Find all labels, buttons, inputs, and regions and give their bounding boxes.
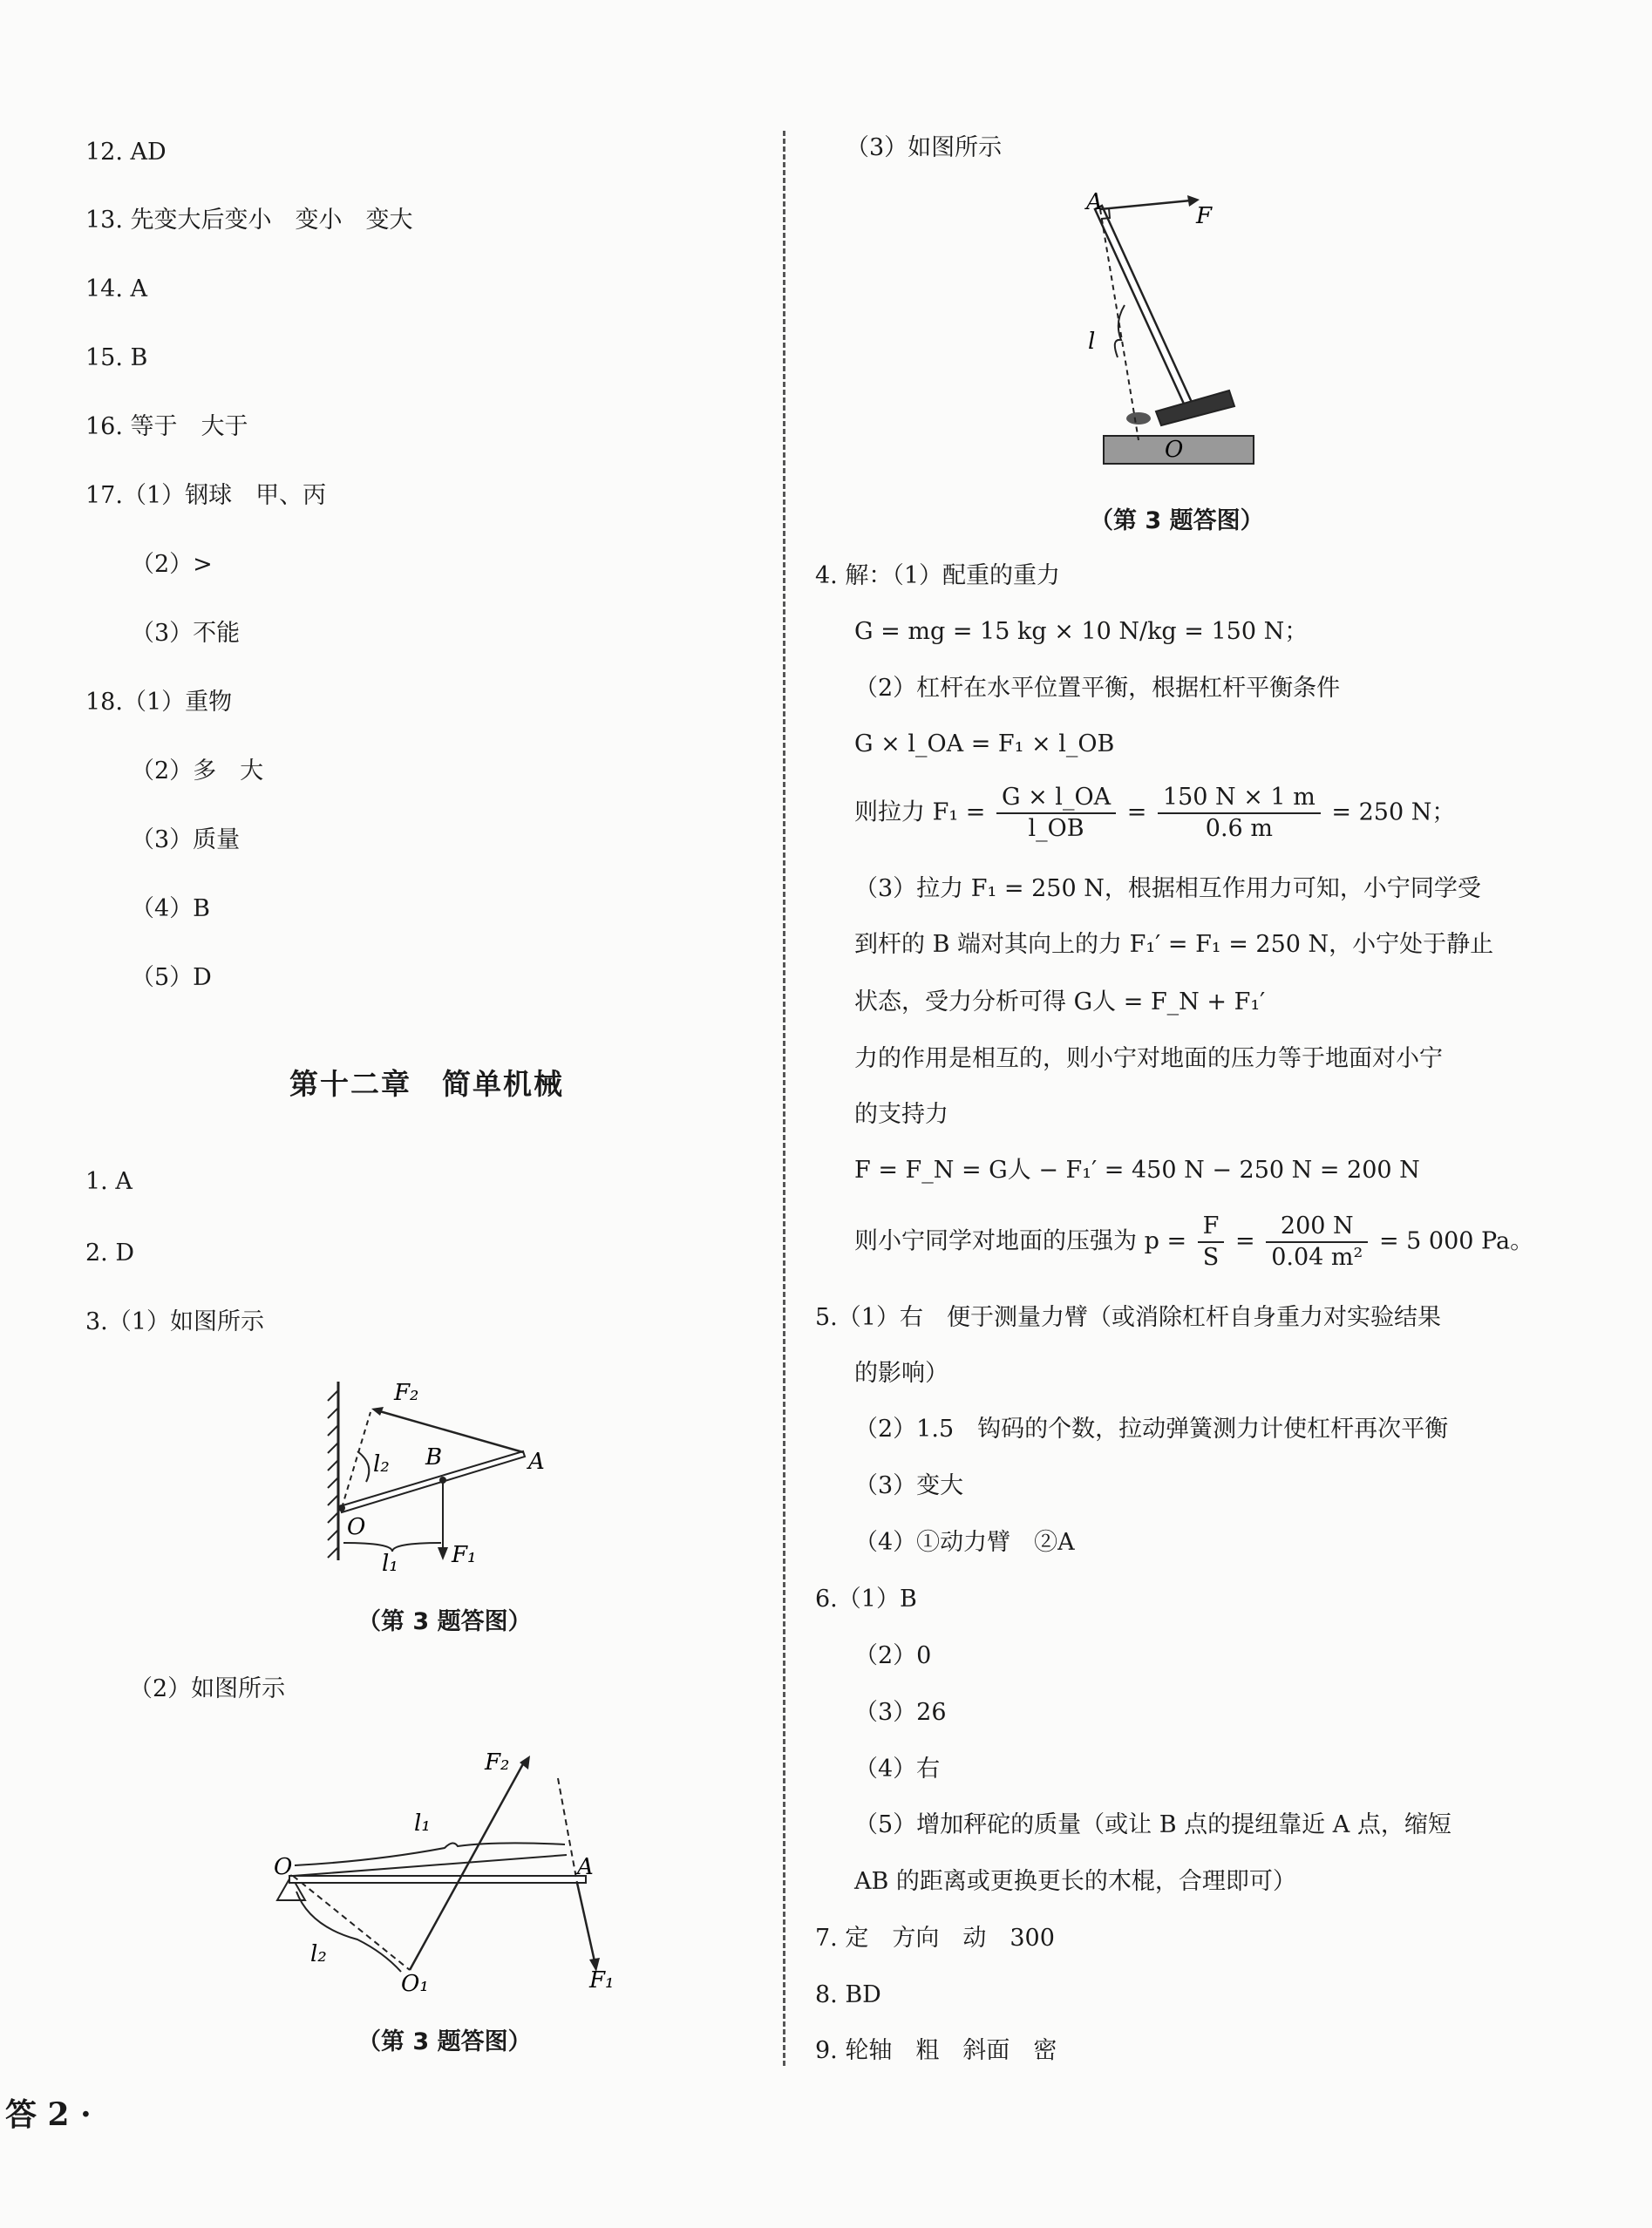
fraction-4 xyxy=(1266,1212,1368,1273)
answer-4-line10: F = F_N = G人 − F₁′ = 450 N − 250 N = 200 N xyxy=(854,1157,1420,1184)
answer-12: 12. AD xyxy=(85,139,167,166)
column-divider xyxy=(783,131,785,2066)
answer-4-line4 xyxy=(854,783,1455,844)
fraction-numerator: 150 N × 1 m xyxy=(1158,783,1321,814)
answer-6-3: （3）26 xyxy=(854,1699,947,1726)
figure-hammer xyxy=(1072,183,1281,479)
answer-18-4: （4）B xyxy=(131,895,211,922)
answer-5-2: （2）1.5 钩码的个数，拉动弹簧测力计使杠杆再次平衡 xyxy=(854,1416,1449,1443)
answer-4-line3: G × l_OA = F₁ × l_OB xyxy=(854,730,1115,757)
answer-4-line1: G = mg = 15 kg × 10 N/kg = 150 N； xyxy=(854,618,1309,645)
answer-6-1: 6.（1）B xyxy=(815,1586,917,1613)
f2-label-A: A xyxy=(577,1854,594,1880)
answer-17-3: （3）不能 xyxy=(131,620,241,647)
f2-label-F1: F₁ xyxy=(589,1967,615,1994)
f1-label-l1: l₁ xyxy=(382,1551,398,1577)
f2-label-O: O xyxy=(274,1854,293,1880)
answer-9: 9. 轮轴 粗 斜面 密 xyxy=(815,2037,1057,2064)
page-number: 答 2 · xyxy=(5,2096,92,2133)
chapter-title: 第十二章 简单机械 xyxy=(289,1067,564,1101)
answer-5-4: （4）①动力臂 ②A xyxy=(854,1529,1075,1556)
formula-prefix: 则小宁同学对地面的压强为 p = xyxy=(854,1227,1187,1255)
answer-3-1: 3.（1）如图所示 xyxy=(85,1308,264,1335)
f3-label-l: l xyxy=(1088,329,1096,355)
fraction-3 xyxy=(1198,1212,1225,1273)
answer-16: 16. 等于 大于 xyxy=(85,413,248,440)
answer-5-3: （3）变大 xyxy=(854,1472,964,1499)
answer-7: 7. 定 方向 动 300 xyxy=(815,1925,1055,1952)
f1-label-F1: F₁ xyxy=(452,1542,477,1568)
formula-result: = 250 N； xyxy=(1331,798,1456,826)
f1-label-l2: l₂ xyxy=(373,1451,390,1477)
answer-18-2: （2）多 大 xyxy=(131,757,264,785)
formula-result: = 5 000 Pa。 xyxy=(1378,1227,1534,1255)
fraction-2 xyxy=(1158,783,1321,844)
fraction-denominator: l_OB xyxy=(1028,815,1084,842)
answer-6-5: （5）增加秤砣的质量（或让 B 点的提纽靠近 A 点，缩短 xyxy=(854,1811,1451,1838)
f3-label-F: F xyxy=(1196,203,1213,229)
answer-18-5: （5）D xyxy=(131,964,212,991)
f1-label-O: O xyxy=(347,1514,366,1540)
figure-caption-1: （第 3 题答图） xyxy=(357,1608,532,1635)
answer-4-line11 xyxy=(854,1212,1533,1273)
fraction-1 xyxy=(996,783,1116,844)
answer-4-head: 4. 解：（1）配重的重力 xyxy=(815,562,1061,589)
fraction-numerator: 200 N xyxy=(1266,1212,1368,1243)
answer-4-line8: 力的作用是相互的，则小宁对地面的压力等于地面对小宁 xyxy=(854,1045,1443,1072)
answer-4-line5: （3）拉力 F₁ = 250 N，根据相互作用力可知，小宁同学受 xyxy=(854,875,1481,902)
f3-label-A: A xyxy=(1086,189,1103,215)
answer-3-3: （3）如图所示 xyxy=(846,134,1003,161)
figure-lever-wall xyxy=(323,1369,567,1578)
answer-15: 15. B xyxy=(85,344,148,371)
fraction-numerator: F xyxy=(1198,1212,1225,1243)
answer-17-1: 17.（1）钢球 甲、丙 xyxy=(85,482,327,509)
answer-1: 1. A xyxy=(85,1168,133,1195)
f2-label-l1: l₁ xyxy=(414,1810,431,1837)
f2-label-O1: O₁ xyxy=(401,1971,429,1996)
f2-label-l2: l₂ xyxy=(310,1941,327,1967)
f2-label-F2: F₂ xyxy=(485,1749,510,1776)
answer-6-5b: AB 的距离或更换更长的木棍，合理即可） xyxy=(854,1868,1296,1895)
answer-5-1b: 的影响） xyxy=(854,1360,948,1387)
answer-18-1: 18.（1）重物 xyxy=(85,689,233,716)
f3-label-O: O xyxy=(1165,437,1184,463)
figure-caption-3: （第 3 题答图） xyxy=(1090,507,1264,534)
figure-lever-horizontal xyxy=(270,1743,619,1996)
answer-17-2: （2）> xyxy=(131,551,213,578)
answer-8: 8. BD xyxy=(815,1981,881,2008)
f1-label-B: B xyxy=(425,1444,443,1471)
answer-14: 14. A xyxy=(85,275,148,302)
answer-3-2: （2）如图所示 xyxy=(129,1675,286,1702)
fraction-denominator: S xyxy=(1202,1244,1220,1271)
formula-prefix: 则拉力 F₁ = xyxy=(854,798,986,826)
equals-sign: = xyxy=(1126,798,1147,826)
answer-5-1: 5.（1）右 便于测量力臂（或消除杠杆自身重力对实验结果 xyxy=(815,1304,1441,1331)
fraction-numerator: G × l_OA xyxy=(996,783,1116,814)
answer-4-line9: 的支持力 xyxy=(854,1101,948,1128)
answer-4-line7: 状态，受力分析可得 G人 = F_N + F₁′ xyxy=(854,988,1266,1016)
equals-sign: = xyxy=(1235,1227,1255,1255)
answer-18-3: （3）质量 xyxy=(131,826,241,853)
answer-6-4: （4）右 xyxy=(854,1756,941,1783)
f1-label-A: A xyxy=(528,1449,545,1475)
f1-label-F2: F₂ xyxy=(394,1380,419,1406)
answer-13: 13. 先变大后变小 变小 变大 xyxy=(85,207,413,234)
fraction-denominator: 0.04 m² xyxy=(1271,1244,1363,1271)
answer-6-2: （2）0 xyxy=(854,1642,932,1669)
answer-4-line6: 到杆的 B 端对其向上的力 F₁′ = F₁ = 250 N，小宁处于静止 xyxy=(854,931,1494,958)
answer-4-line2: （2）杠杆在水平位置平衡，根据杠杆平衡条件 xyxy=(854,675,1341,702)
answer-2: 2. D xyxy=(85,1240,134,1267)
fraction-denominator: 0.6 m xyxy=(1205,815,1273,842)
figure-caption-2: （第 3 题答图） xyxy=(357,2028,532,2055)
